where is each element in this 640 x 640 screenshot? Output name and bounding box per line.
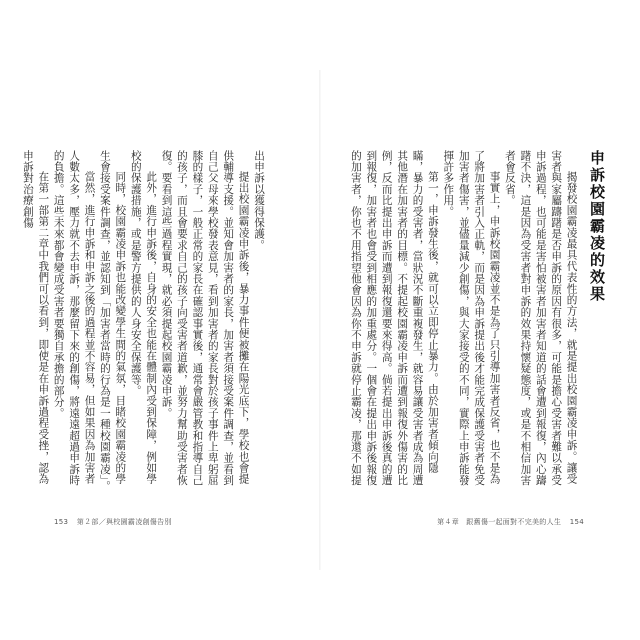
- right-running-head: 第４章 跟舊傷一起面對不完美的人生: [437, 518, 562, 526]
- left-page-number: 153: [54, 518, 69, 526]
- section-title: 申訴校園霸凌的效果: [588, 150, 606, 303]
- right-paragraph-3: 第一，申訴發生後，就可以立即停止暴力。由於加害者傾向隱瞞，暴力的受害者，當狀況不斷重複發生，就容易讓受害者成為周遭其他潛在加害者的目標。不提起校園霸凌申訴而遭到報復外傷害的比例，反而比提出申訴而遭到報復還要來得高。倘若提出申訴後真的遭到報復，加害者也會受到相應的加重處分。一個會在提出申訴後報復的加害者，你也不用指望他會因為你不申訴就停止霸凌，那還不如提: [349, 150, 439, 486]
- left-paragraph-1: 出申訴以獲得保護。: [253, 150, 265, 251]
- left-paragraph-6: 在第一部第二章中我們可以看到，即使是在申訴過程受挫，認為申訴對治療創傷: [21, 150, 50, 485]
- left-running-head: 第２部／與校園霸凌創傷告別: [76, 518, 172, 526]
- left-page-body: [21, 150, 266, 495]
- right-page-footer: [437, 517, 584, 527]
- right-paragraph-1: 揭發校園霸凌最具代表性的方法，就是提出校園霸凌申訴。讓受害者與家屬躊躇是否申訴的原因有很多，可能是擔心受害者難以承受申訴過程，也可能是害怕被害者加害者知道的話會遭到報復，內心躊躇不決，這是因為受害者對申訴的效果持懷疑態度，或是不相信加害者會反省。: [503, 150, 578, 486]
- left-page-footer: [54, 517, 172, 527]
- left-paragraph-5: 當然，進行申訴和申訴之後的過程並不容易，但如果因為加害者人數太多，壓力就不去申訴，那麼留下來的創傷，將遠遠超過申訴時的負擔。這些未來都會變成受害者要獨自承擔的部分。: [52, 150, 96, 486]
- left-paragraph-2: 提出校園霸凌申訴後，暴力事件便被攤在陽光底下，學校也會提供輔導支援。並知會加害者的家長，加害者須接受案件調查，並看到自己父母來學校發表意見，看到加害者的家長對於孩子事件上卑躬屈膝的樣子，一般正常的家長在確認事實後，通常會嚴管教和指導自己的孩子，而且會要求自己的孩子向受害者道歉，並努力幫助受害者恢復。要看到這些過程實現，就必須提起校園霸凌申訴。: [160, 150, 250, 486]
- right-page-body: [349, 150, 606, 495]
- right-paragraph-2: 事實上，申訴校園霸凌並不是為了只引導加害者反省，也不是為了將加害者引入正軌，而是因為申訴提出後才能完成保護受害者免受加害者傷害，並儘量減少創傷，與大家接受的不同，實際上申訴能發揮許多作用。: [442, 150, 501, 486]
- right-page: [320, 0, 640, 640]
- right-page-number: 154: [569, 518, 584, 526]
- left-paragraph-3: 此外，進行申訴後，自身的安全也能在體制內受到保障，例如學校的保護措施，或是警方提供的人身安全保護等。: [129, 150, 158, 485]
- left-paragraph-4: 同時，校園霸凌申訴也能改變學生間的氣氛，目睹校園霸凌的學生會接受案件調查，並認知到「加害者當時的行為是一種校園霸凌」。: [98, 150, 127, 492]
